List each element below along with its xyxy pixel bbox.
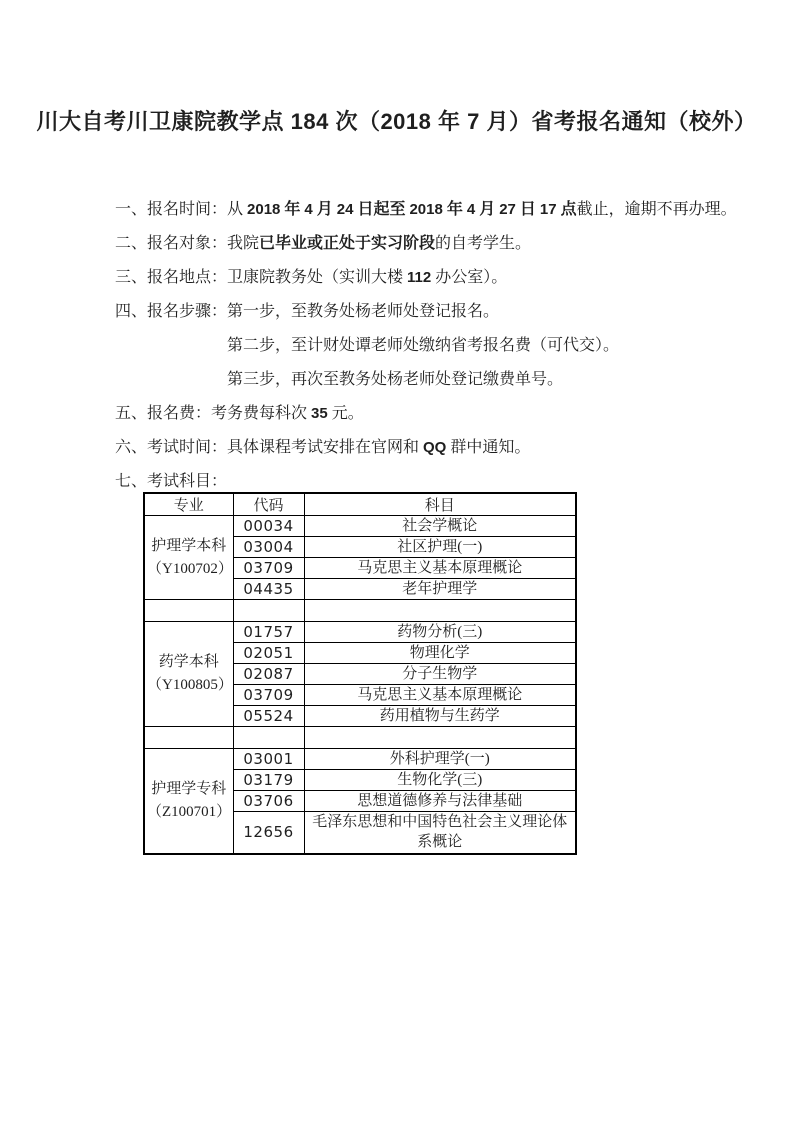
empty-cell [233, 600, 304, 622]
text-segment: 年 [442, 201, 467, 218]
course-code: 03706 [233, 791, 304, 812]
course-subject: 马克思主义基本原理概论 [304, 685, 576, 706]
text-segment: 日 [515, 201, 540, 218]
text-segment: 17 [539, 201, 557, 218]
text-segment: 24 [336, 201, 354, 218]
list-item-registration-time [115, 193, 755, 227]
course-subject: 老年护理学 [304, 579, 576, 600]
text-segment: 已毕业或正处于实习阶段 [259, 235, 436, 252]
course-subject: 分子生物学 [304, 664, 576, 685]
text-segment: 第三步，再次至教务处杨老师处登记缴费单号。 [227, 371, 564, 388]
list-item-registration-place [115, 261, 755, 295]
text-segment: 日起至 [353, 201, 410, 218]
major-cell [144, 749, 233, 854]
major-name: 护理学专科 [151, 780, 227, 797]
list-item-step-3 [115, 363, 755, 397]
text-segment: 截止，逾期不再办理。 [576, 201, 737, 218]
major-name: 护理学本科 [151, 537, 227, 554]
course-subject: 马克思主义基本原理概论 [304, 558, 576, 579]
empty-cell [304, 600, 576, 622]
table-row [144, 516, 576, 537]
text-segment: 点 [556, 201, 577, 218]
text-segment: 群中通知。 [446, 439, 531, 456]
text-segment: 一、报名时间：从 [115, 201, 248, 218]
notice-list [115, 193, 755, 499]
text-segment: 办公室）。 [431, 269, 508, 286]
text-segment: 年 [280, 201, 305, 218]
text-segment: 四、报名步骤：第一步，至教务处杨老师处登记报名。 [115, 303, 500, 320]
table-header-row [144, 493, 576, 516]
text-segment: 112 [407, 269, 432, 286]
list-item-registration-fee [115, 397, 755, 431]
text-segment: 4 [466, 201, 476, 218]
empty-cell [144, 727, 233, 749]
header-subject: 科目 [304, 493, 576, 516]
list-item-step-2 [115, 329, 755, 363]
page-title: 川大自考川卫康院教学点 184 次（2018 年 7 月）省考报名通知（校外） [36, 109, 757, 134]
course-code: 03179 [233, 770, 304, 791]
text-segment: 2018 [409, 201, 443, 218]
course-code: 03004 [233, 537, 304, 558]
text-segment: 六、考试时间：具体课程考试安排在官网和 [115, 439, 424, 456]
text-segment: 七、考试科目： [115, 473, 228, 490]
list-item-exam-time [115, 431, 755, 465]
text-segment: 五、报名费：考务费每科次 [115, 405, 312, 422]
text-segment: 4 [304, 201, 313, 218]
course-code: 05524 [233, 706, 304, 727]
text-segment: 二、报名对象：我院 [115, 235, 260, 252]
text-segment: QQ [423, 439, 447, 456]
course-subject: 思想道德修养与法律基础 [304, 791, 576, 812]
text-segment: 35 [311, 405, 328, 422]
course-code: 01757 [233, 622, 304, 643]
empty-cell [144, 600, 233, 622]
course-subject: 物理化学 [304, 643, 576, 664]
major-code: （Y100805） [147, 677, 233, 693]
empty-cell [233, 727, 304, 749]
course-code: 03709 [233, 685, 304, 706]
text-segment: 元。 [327, 405, 364, 422]
course-code: 03001 [233, 749, 304, 770]
text-segment: 月 [475, 201, 500, 218]
course-code: 04435 [233, 579, 304, 600]
course-code: 00034 [233, 516, 304, 537]
list-item-registration-steps [115, 295, 755, 329]
list-item-registration-target [115, 227, 755, 261]
course-subject: 社区护理(一) [304, 537, 576, 558]
course-code: 12656 [233, 812, 304, 854]
course-subject: 生物化学(三) [304, 770, 576, 791]
text-segment: 三、报名地点：卫康院教务处（实训大楼 [115, 269, 408, 286]
course-code: 03709 [233, 558, 304, 579]
course-subject: 毛泽东思想和中国特色社会主义理论体系概论 [304, 812, 576, 854]
table-row [144, 622, 576, 643]
spacer-row [144, 600, 576, 622]
course-subject: 药用植物与生药学 [304, 706, 576, 727]
exam-subject-table [143, 492, 577, 855]
text-segment: 月 [312, 201, 337, 218]
empty-cell [304, 727, 576, 749]
major-cell [144, 622, 233, 727]
header-code: 代码 [233, 493, 304, 516]
major-code: （Z100701） [147, 803, 232, 820]
table-row [144, 749, 576, 770]
major-code: （Y100702） [147, 560, 233, 577]
spacer-row [144, 727, 576, 749]
text-segment: 第二步，至计财处谭老师处缴纳省考报名费（可代交）。 [227, 337, 620, 354]
course-subject: 外科护理学(一) [304, 749, 576, 770]
text-segment: 27 [499, 201, 516, 218]
course-subject: 社会学概论 [304, 516, 576, 537]
text-segment: 2018 [247, 201, 281, 218]
course-code: 02087 [233, 664, 304, 685]
course-subject: 药物分析(三) [304, 622, 576, 643]
text-segment: 的自考学生。 [435, 235, 532, 252]
major-cell [144, 516, 233, 600]
header-major: 专业 [144, 493, 233, 516]
major-name: 药学本科 [158, 654, 219, 670]
course-code: 02051 [233, 643, 304, 664]
